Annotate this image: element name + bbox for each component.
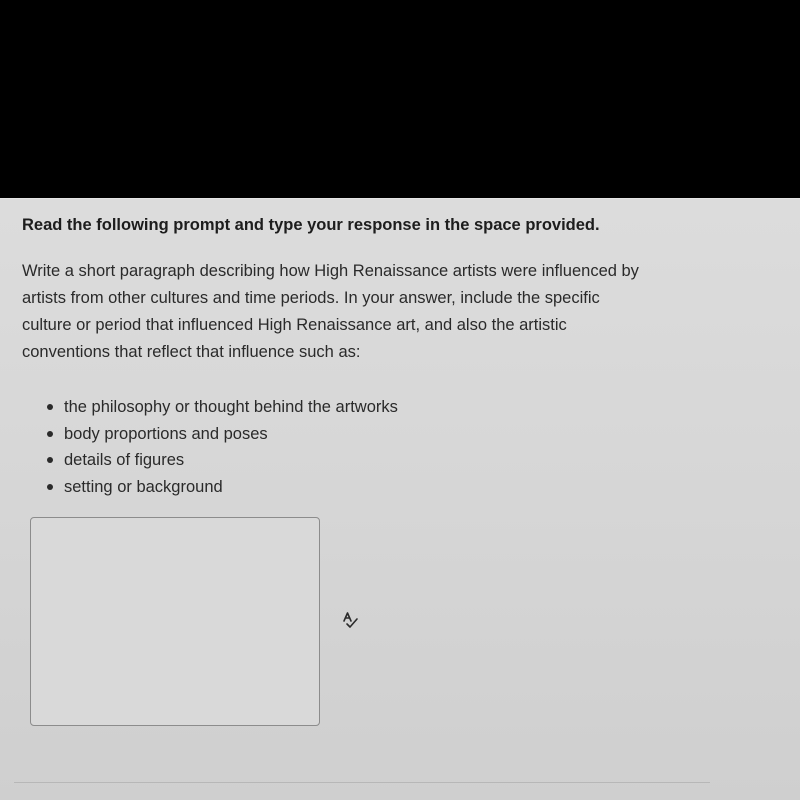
question-panel xyxy=(0,198,800,800)
bullet-icon xyxy=(47,457,53,463)
list-item-label: body proportions and poses xyxy=(64,424,268,443)
spellcheck-icon[interactable] xyxy=(340,611,360,629)
bullet-list xyxy=(46,394,398,500)
divider xyxy=(14,782,710,783)
prompt-paragraph xyxy=(22,258,742,366)
response-textarea[interactable] xyxy=(30,517,320,726)
prompt-line: artists from other cultures and time periods. In your answer, include the specific xyxy=(22,289,600,307)
list-item xyxy=(46,421,398,448)
bullet-icon xyxy=(47,484,53,490)
list-item xyxy=(46,394,398,421)
prompt-line: Write a short paragraph describing how High Renaissance artists were influenced by xyxy=(22,262,639,280)
list-item xyxy=(46,474,398,501)
prompt-line: conventions that reflect that influence such as: xyxy=(22,343,361,361)
bullet-icon xyxy=(47,404,53,410)
prompt-line: culture or period that influenced High Renaissance art, and also the artistic xyxy=(22,316,567,334)
list-item-label: the philosophy or thought behind the artworks xyxy=(64,398,398,416)
instruction-text: Read the following prompt and type your response in the space provided. xyxy=(22,216,600,234)
bullet-icon xyxy=(47,431,53,437)
list-item xyxy=(46,447,398,474)
list-item-label: details of figures xyxy=(64,451,185,469)
list-item-label: setting or background xyxy=(64,477,223,496)
